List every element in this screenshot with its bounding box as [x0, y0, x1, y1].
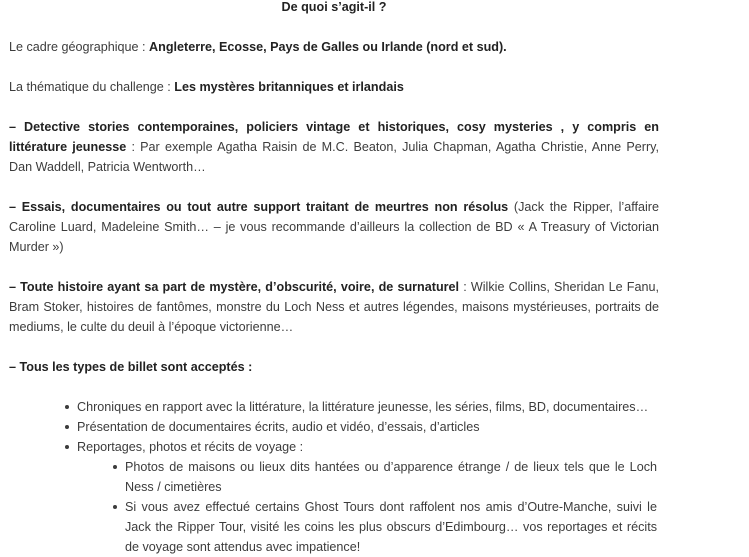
cadre-paragraph: [9, 37, 659, 57]
essais-title: – Essais, documentaires ou tout autre support traitant de meurtres non résolus: [9, 200, 509, 214]
voyage-sublist: [77, 457, 659, 557]
billets-paragraph: [9, 357, 659, 377]
cadre-value: Angleterre, Ecosse, Pays de Galles ou Irlande (nord et sud).: [149, 40, 507, 54]
cadre-label: Le cadre géographique :: [9, 40, 150, 54]
detective-paragraph: [9, 117, 659, 177]
list-item-text: Reportages, photos et récits de voyage :: [77, 440, 304, 454]
mystere-paragraph: [9, 277, 659, 337]
billet-types-list: [9, 397, 659, 557]
detective-title: – Detective stories contemporaines, policiers vintage et historiques, cosy mysteries , y compris en littérature jeunesse: [9, 120, 659, 154]
billets-title: – Tous les types de billet sont acceptés :: [9, 360, 253, 374]
detective-text: : Par exemple Agatha Raisin de M.C. Beaton, Julia Chapman, Agatha Christie, Anne Perry, Dan Waddell, Patricia Wentworth…: [9, 140, 659, 174]
list-item: [77, 437, 659, 557]
essais-paragraph: [9, 197, 659, 257]
sublist-item-text: Si vous avez effectué certains Ghost Tours dont raffolent nos amis d’Outre-Manche, suivi le Jack the Ripper Tour, visité les coins les plus obscurs d’Edimbourg… vos reportages et récits de voyage sont attendus avec impatience!: [125, 500, 657, 554]
list-item-text: Présentation de documentaires écrits, audio et vidéo, d’essais, d’articles: [77, 420, 480, 434]
mystere-text: : Wilkie Collins, Sheridan Le Fanu, Bram Stoker, histoires de fantômes, monstre du Loch Ness et autres légendes, maisons mystérieuses, portraits de mediums, le culte du deuil à l’époque victorienne…: [9, 280, 659, 334]
thematique-value: Les mystères britanniques et irlandais: [174, 80, 404, 94]
sublist-item: [125, 497, 659, 557]
sublist-item: [125, 457, 659, 497]
section-heading: De quoi s’agit-il ?: [281, 0, 387, 14]
list-item: [77, 397, 659, 417]
sublist-item-text: Photos de maisons ou lieux dits hantées ou d’apparence étrange / de lieux tels que le Loch Ness / cimetières: [125, 460, 657, 494]
thematique-label: La thématique du challenge :: [9, 80, 175, 94]
list-item: [77, 417, 659, 437]
article-content: [9, 0, 659, 557]
thematique-paragraph: [9, 77, 659, 97]
essais-text: (Jack the Ripper, l’affaire Caroline Luard, Madeleine Smith… – je vous recommande d’ailleurs la collection de BD « A Treasury of Victorian Murder »): [9, 200, 659, 254]
list-item-text: Chroniques en rapport avec la littérature, la littérature jeunesse, les séries, films, BD, documentaires…: [77, 400, 649, 414]
mystere-title: – Toute histoire ayant sa part de mystère, d’obscurité, voire, de surnaturel: [9, 280, 460, 294]
